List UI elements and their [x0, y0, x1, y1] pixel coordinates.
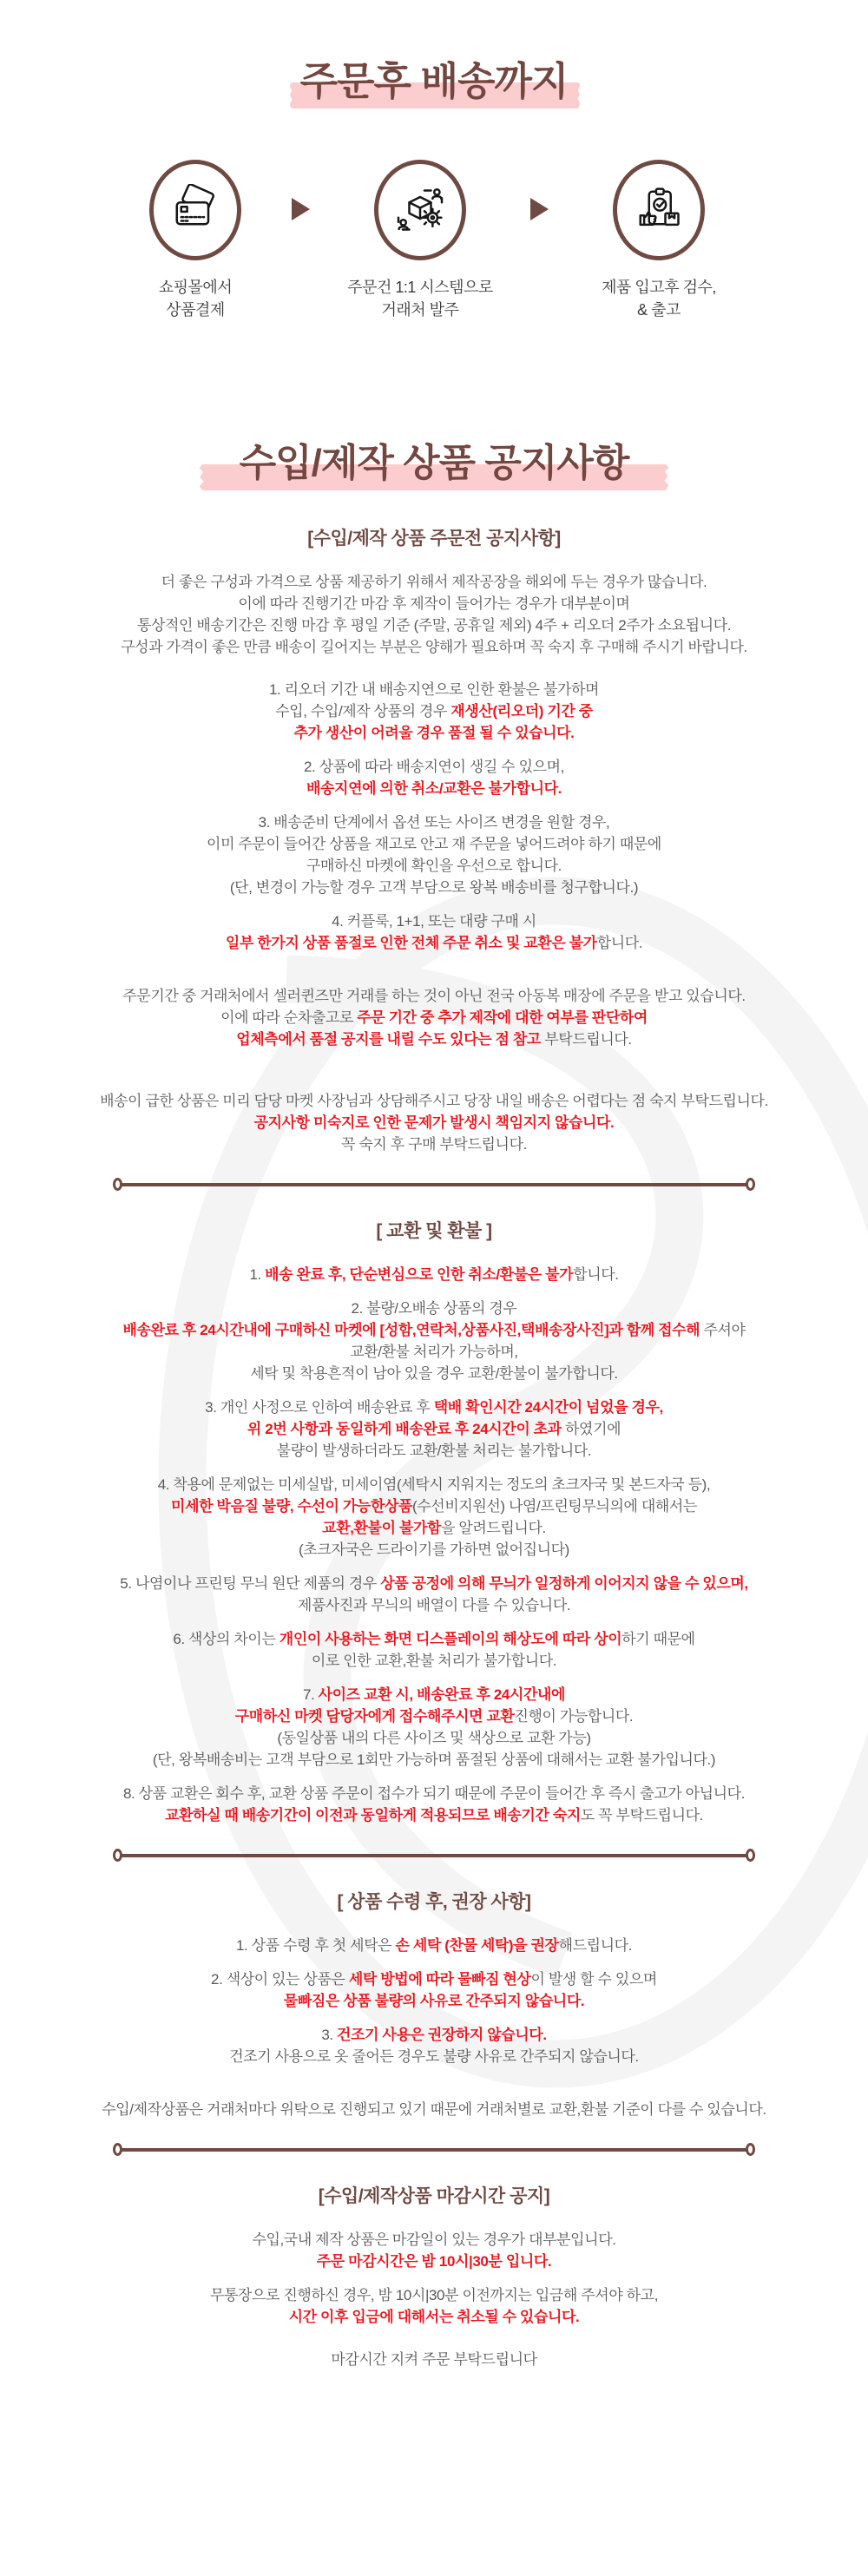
text-run: 불량이 발생하더라도 교환/환불 처리는 불가합니다. — [276, 1442, 592, 1459]
divider-line — [122, 1854, 746, 1857]
emphasis-text: 택배 확인시간 24시간이 넘었을 경우, — [433, 1399, 663, 1416]
section-heading: [ 상품 수령 후, 권장 사항] — [337, 1892, 531, 1912]
text-run: (수선비지원선) 나염/프린팅무늬의에 대해서는 — [412, 1498, 697, 1515]
text-run: 6. 색상의 차이는 — [173, 1631, 279, 1647]
notice-paragraph — [43, 1090, 825, 1155]
notice-paragraph — [43, 679, 825, 744]
order-process-steps — [0, 160, 868, 321]
process-step-inspection — [550, 160, 767, 321]
text-run: (동일상품 내의 다른 사이즈 및 색상으로 교환 가능) — [277, 1730, 591, 1746]
text-run: 수입,국내 제작 상품은 마감일이 있는 경우가 대부분입니다. — [252, 2231, 616, 2248]
notice-title — [240, 441, 629, 486]
text-run: 무통장으로 진행하신 경우, 밤 10시|30분 이전까지는 입금해 주셔야 하고, — [209, 2287, 659, 2303]
step-circle — [149, 160, 241, 260]
section-divider — [113, 1849, 755, 1862]
text-run: 수입, 수입/제작 상품의 경우 — [275, 703, 451, 720]
notice-paragraph — [43, 1684, 825, 1771]
text-run: 합니다. — [596, 935, 643, 951]
text-run: 세탁 및 착용흔적이 남아 있을 경우 교환/환불이 불가합니다. — [250, 1365, 618, 1382]
emphasis-text: 주문 기간 중 추가 제작에 대한 여부를 판단하여 — [357, 1009, 648, 1026]
text-run: 7. — [302, 1686, 319, 1703]
text-run: 3. 개인 사정으로 인하여 배송완료 후 — [205, 1399, 434, 1416]
text-run: 도 꼭 부탁드립니다. — [580, 1807, 704, 1824]
notice-paragraph — [43, 985, 825, 1050]
divider-line — [122, 2148, 746, 2152]
section-heading: [수입/제작상품 마감시간 공지] — [318, 2186, 550, 2206]
section-heading: [수입/제작 상품 주문전 공지사항] — [307, 529, 561, 549]
section-divider — [113, 1178, 755, 1191]
section-divider — [113, 2143, 755, 2156]
text-run: (단, 왕복배송비는 고객 부담으로 1회만 가능하며 품절된 상품에 대해서는 교환 불가입니다.) — [152, 1751, 716, 1768]
text-run: 8. 상품 교환은 회수 후, 교환 상품 주문이 접수가 되기 때문에 주문이 들어간 후 즉시 출고가 아닙니다. — [122, 1785, 746, 1802]
notice-paragraph — [43, 1396, 825, 1462]
process-step-payment — [101, 160, 290, 321]
notice-paragraph — [43, 2349, 825, 2370]
step-circle — [374, 160, 466, 260]
text-run: 2. 상품에 따라 배송지연이 생길 수 있으며, — [304, 759, 564, 775]
notice-paragraph — [43, 910, 825, 954]
notice-paragraph — [43, 571, 825, 658]
emphasis-text: 미세한 박음질 불량, 수선이 가능한상품 — [171, 1498, 413, 1515]
text-run: 이에 따라 진행기간 마감 후 제작이 들어가는 경우가 대부분이며 — [238, 595, 630, 612]
notice-paragraph — [43, 1474, 825, 1561]
notice-paragraph — [43, 1783, 825, 1826]
notice-content — [0, 59, 868, 2370]
notice-paragraph — [43, 812, 825, 898]
emphasis-text: 세탁 방법에 따라 물빠짐 현상 — [348, 1971, 531, 1988]
text-run: 교환/환불 처리가 가능하며, — [350, 1344, 518, 1360]
text-run: 주셔야 — [700, 1322, 746, 1338]
emphasis-text: 교환,환불이 불가함 — [322, 1520, 441, 1536]
step-label: 쇼핑몰에서 상품결제 — [158, 279, 233, 319]
text-run: 부탁드립니다. — [540, 1031, 632, 1048]
text-run: 1. — [249, 1266, 266, 1283]
notice-paragraph — [43, 1264, 825, 1285]
emphasis-text: 사이즈 교환 시, 배송완료 후 24시간내에 — [318, 1686, 566, 1703]
notice-paragraph — [43, 756, 825, 799]
emphasis-text: 주문 마감시간은 밤 10시|30분 입니다. — [316, 2253, 552, 2270]
notice-paragraph — [43, 2024, 825, 2067]
divider-end-ring — [746, 1178, 755, 1191]
text-run: 꼭 숙지 후 구매 부탁드립니다. — [341, 1136, 527, 1153]
text-run: 마감시간 지켜 주문 부탁드립니다 — [331, 2351, 537, 2368]
notice-title-text: 수입/제작 상품 공지사항 — [239, 442, 629, 484]
emphasis-text: 구매하신 마켓 담당자에게 접수해주시면 교환 — [234, 1708, 515, 1725]
emphasis-text: 시간 이후 입금에 대해서는 취소될 수 있습니다. — [288, 2309, 580, 2325]
divider-line — [122, 1183, 746, 1186]
text-run: 을 알려드립니다. — [441, 1520, 546, 1536]
notice-paragraph — [43, 1935, 825, 1956]
text-run: 통상적인 배송기간은 진행 마감 후 평일 기준 (주말, 공휴일 제외) 4주 + 리오더 2주가 소요됩니다. — [136, 617, 732, 634]
divider-end-ring — [746, 2143, 755, 2156]
text-run: 진행이 가능합니다. — [514, 1708, 634, 1725]
text-run: 이미 주문이 들어간 상품을 재고로 안고 재 주문을 넣어드려야 하기 때문에 — [207, 836, 661, 852]
process-step-order-system — [312, 160, 529, 321]
text-run: 2. 불량/오배송 상품의 경우 — [351, 1300, 517, 1317]
emphasis-text: 추가 생산이 어려울 경우 품절 될 수 있습니다. — [293, 725, 575, 741]
text-run: 3. — [321, 2027, 338, 2043]
text-run: 4. 착용에 문제없는 미세실밥, 미세이염(세탁시 지워지는 정도의 초크자국 및 본드자국 등), — [157, 1476, 711, 1493]
notice-paragraph — [43, 1573, 825, 1616]
emphasis-text: 업체측에서 품절 공지를 내릴 수도 있다는 점 참고 — [236, 1031, 541, 1048]
emphasis-text: 상품 공정에 의해 무늬가 일정하게 이어지지 않을 수 있으며, — [380, 1575, 748, 1592]
notice-paragraph — [43, 1298, 825, 1384]
text-run: 이로 인한 교환,환불 처리가 불가합니다. — [311, 1653, 557, 1669]
emphasis-text: 배송 완료 후, 단순변심으로 인한 취소/환불은 불가 — [265, 1266, 574, 1283]
step-circle — [613, 160, 705, 260]
notice-body — [43, 486, 825, 2370]
text-run: 합니다. — [573, 1266, 619, 1283]
order-system-icon — [394, 184, 446, 236]
notice-paragraph — [43, 2284, 825, 2328]
notice-title-wrap — [0, 441, 868, 486]
emphasis-text: 배송지연에 의한 취소/교환은 불가합니다. — [306, 780, 562, 797]
text-run: 더 좋은 구성과 가격으로 상품 제공하기 위해서 제작공장을 해외에 두는 경우가 많습니다. — [161, 574, 707, 590]
text-run: 수입/제작상품은 거래처마다 위탁으로 진행되고 있기 때문에 거래처별로 교환,환불 기준이 다를 수 있습니다. — [102, 2101, 766, 2118]
emphasis-text: 배송완료 후 24시간내에 구매하신 마켓에 [성함,연락처,상품사진,택배송장사진]과 함께 접수해 — [122, 1322, 700, 1338]
inspection-shipping-icon — [633, 184, 685, 236]
text-run: 1. 리오더 기간 내 배송지연으로 인한 환불은 불가하며 — [268, 681, 600, 698]
text-run: 이에 따라 순차출고로 — [220, 1009, 358, 1026]
notice-paragraph — [43, 2099, 825, 2120]
arrow-right-icon — [530, 198, 549, 220]
text-run: 주문기간 중 거래처에서 셀러퀸즈만 거래를 하는 것이 아닌 전국 아동복 매장에 주문을 받고 있습니다. — [122, 988, 746, 1004]
text-run: (초크자국은 드라이기를 가하면 없어집니다) — [299, 1541, 569, 1558]
section-heading: [ 교환 및 환불 ] — [376, 1221, 492, 1241]
text-run: 해드립니다. — [558, 1937, 632, 1954]
text-run: 4. 커플룩, 1+1, 또는 대량 구매 시 — [332, 913, 536, 930]
emphasis-text: 물빠짐은 상품 불량의 사유로 간주되지 않습니다. — [283, 1993, 585, 2009]
header-title-wrap — [0, 59, 868, 104]
text-run: 하였기에 — [561, 1421, 621, 1437]
text-run: 배송이 급한 상품은 미리 담당 마켓 사장님과 상담해주시고 당장 내일 배송은 어렵다는 점 숙지 부탁드립니다. — [100, 1093, 768, 1109]
text-run: 제품사진과 무늬의 배열이 다를 수 있습니다. — [297, 1597, 571, 1613]
step-label: 제품 입고후 검수, & 출고 — [602, 279, 716, 319]
text-run: (단, 변경이 가능할 경우 고객 부담으로 왕복 배송비를 청구합니다.) — [229, 879, 639, 896]
emphasis-text: 손 세탁 (찬물 세탁)을 권장 — [395, 1937, 559, 1954]
divider-end-ring — [746, 1849, 755, 1862]
text-run: 건조기 사용으로 옷 줄어든 경우도 불량 사유로 간주되지 않습니다. — [229, 2048, 639, 2065]
text-run: 이 발생 할 수 있으며 — [530, 1971, 657, 1988]
emphasis-text: 건조기 사용은 권장하지 않습니다. — [337, 2027, 547, 2043]
text-run: 구매하신 마켓에 확인을 우선으로 합니다. — [306, 858, 562, 874]
arrow-right-icon — [292, 198, 310, 220]
emphasis-text: 일부 한가지 상품 품절로 인한 전체 주문 취소 및 교환은 불가 — [225, 935, 597, 951]
page-title-text: 주문후 배송까지 — [299, 59, 569, 103]
credit-card-icon — [169, 184, 221, 236]
notice-paragraph — [43, 1628, 825, 1672]
text-run: 구성과 가격이 좋은 만큼 배송이 길어지는 부분은 양해가 필요하며 꼭 숙지 후 구매해 주시기 바랍니다. — [121, 639, 747, 655]
notice-page — [0, 59, 868, 2576]
emphasis-text: 교환하실 때 배송기간이 이전과 동일하게 적용되므로 배송기간 숙지 — [164, 1807, 581, 1824]
emphasis-text: 위 2번 사항과 동일하게 배송완료 후 24시간이 초과 — [247, 1421, 562, 1437]
notice-paragraph — [43, 1968, 825, 2012]
step-label: 주문건 1:1 시스템으로 거래처 발주 — [347, 279, 493, 319]
emphasis-text: 공지사항 미숙지로 인한 문제가 발생시 책임지지 않습니다. — [253, 1114, 615, 1131]
emphasis-text: 재생산(리오더) 기간 중 — [450, 703, 593, 720]
page-title — [300, 59, 569, 104]
emphasis-text: 개인이 사용하는 화면 디스플레이의 해상도에 따라 상이 — [279, 1631, 622, 1647]
text-run: 하기 때문에 — [621, 1631, 695, 1647]
text-run: 5. 나염이나 프린팅 무늬 원단 제품의 경우 — [120, 1575, 381, 1592]
notice-paragraph — [43, 2229, 825, 2272]
text-run: 2. 색상이 있는 상품은 — [211, 1971, 349, 1988]
text-run: 1. 상품 수령 후 첫 세탁은 — [236, 1937, 396, 1954]
text-run: 3. 배송준비 단계에서 옵션 또는 사이즈 변경을 원할 경우, — [258, 814, 610, 831]
